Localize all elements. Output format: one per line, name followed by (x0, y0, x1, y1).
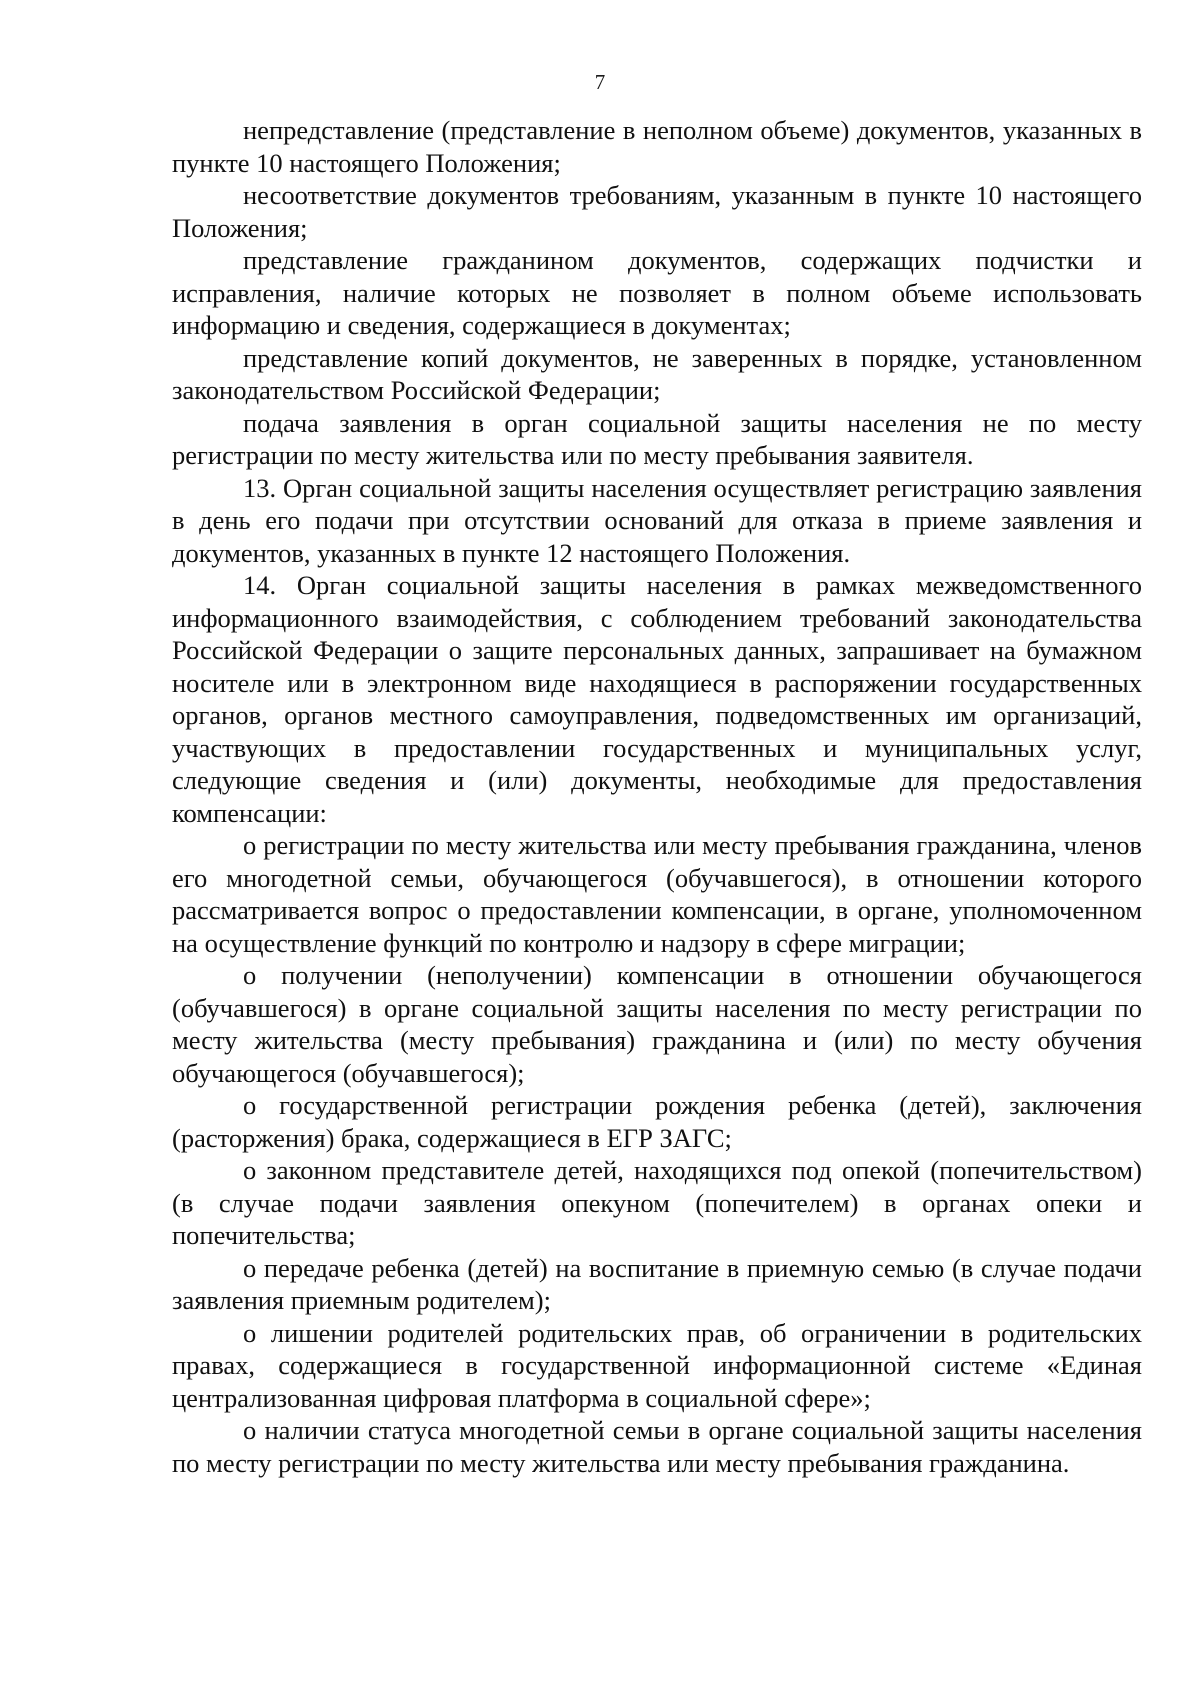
paragraph-refusal-corrected-documents: представление гражданином документов, содержащих подчистки и исправления, наличие которых не позволяет в полном объеме использовать информацию и сведения, содержащиеся в документах; (172, 245, 1142, 340)
paragraph-refusal-wrong-authority: подача заявления в орган социальной защиты населения не по месту регистрации по месту жительства или по месту пребывания заявителя. (172, 407, 1142, 470)
paragraph-clause-14: 14. Орган социальной защиты населения в рамках межведомственного информационного взаимодействия, с соблюдением требований законодательства Российской Федерации о защите персональных данных, запрашивает на бумажном носителе или в электронном виде находящиеся в распоряжении государственных органов, органов местного самоуправления, подведомственных им организаций, участвующих в предоставлении государственных и муниципальных услуг, следующие сведения и (или) документы, необходимые для предоставления компенсации: (172, 570, 1142, 828)
paragraph-info-large-family-status: о наличии статуса многодетной семьи в органе социальной защиты населения по месту регистрации по месту жительства или месту пребывания гражданина. (172, 1415, 1142, 1478)
paragraph-info-parental-rights: о лишении родителей родительских прав, об ограничении в родительских правах, содержащиеся в государственной информационной системе «Единая централизованная цифровая платформа в социальной сфере»; (172, 1317, 1142, 1413)
paragraph-info-registration: о регистрации по месту жительства или месту пребывания гражданина, членов его многодетной семьи, обучающегося (обучавшегося), в отношении которого рассматривается вопрос о предоставлении компенсации, в органе, уполномоченном на осуществление функций по контролю и надзору в сфере миграции; (172, 830, 1142, 958)
paragraph-refusal-uncertified-copies: представление копий документов, не заверенных в порядке, установленном законодательством Российской Федерации; (172, 342, 1142, 405)
document-body (172, 114, 1142, 1479)
paragraph-info-civil-registry: о государственной регистрации рождения ребенка (детей), заключения (расторжения) брака, содержащиеся в ЕГР ЗАГС; (172, 1090, 1142, 1153)
paragraph-clause-13: 13. Орган социальной защиты населения осуществляет регистрацию заявления в день его подачи при отсутствии оснований для отказа в приеме заявления и документов, указанных в пункте 12 настоящего Положения. (172, 472, 1142, 568)
paragraph-refusal-nonconforming-documents: несоответствие документов требованиям, указанным в пункте 10 настоящего Положения; (172, 180, 1142, 243)
paragraph-info-legal-guardian: о законном представителе детей, находящихся под опекой (попечительством) (в случае подачи заявления опекуном (попечителем) в органах опеки и попечительства; (172, 1155, 1142, 1250)
paragraph-info-compensation-received: о получении (неполучении) компенсации в отношении обучающегося (обучавшегося) в органе социальной защиты населения по месту регистрации по месту жительства (месту пребывания) гражданина и (или) по месту обучения обучающегося (обучавшегося); (172, 960, 1142, 1088)
paragraph-refusal-incomplete-documents: непредставление (представление в неполном объеме) документов, указанных в пункте 10 настоящего Положения; (172, 115, 1142, 178)
page-number: 7 (594, 70, 606, 94)
paragraph-info-foster-family: о передаче ребенка (детей) на воспитание в приемную семью (в случае подачи заявления приемным родителем); (172, 1252, 1142, 1315)
